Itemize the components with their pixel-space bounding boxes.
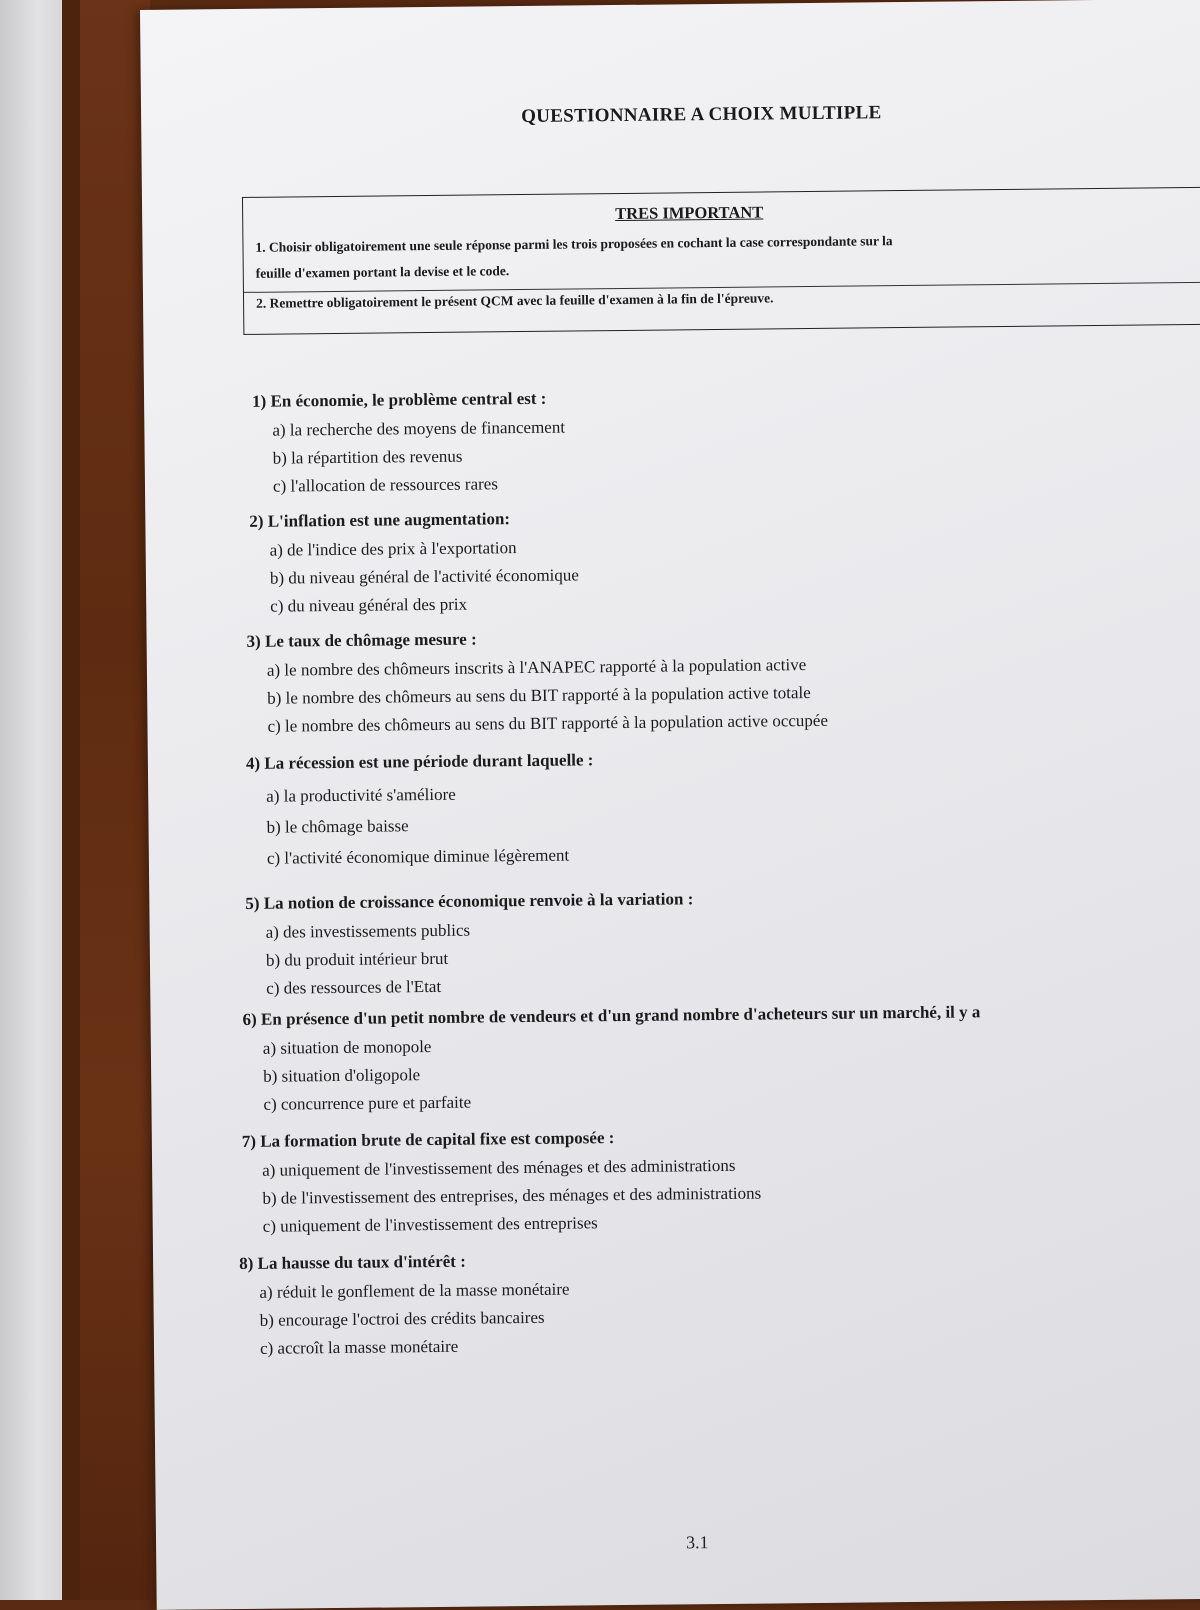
answer-option-a: a) situation de monopole	[262, 1037, 432, 1058]
question-title: 8) La hausse du taux d'intérêt :	[239, 1251, 466, 1274]
question-title: 4) La récession est une période durant laquelle :	[245, 750, 594, 773]
question-3	[246, 621, 828, 741]
answer-option-b: b) de l'investissement des entreprises, des ménages et des administrations	[262, 1183, 762, 1208]
question-1	[252, 384, 566, 501]
adjacent-paper-sheet	[0, 0, 62, 1600]
question-title: 5) La notion de croissance économique renvoie à la variation :	[245, 889, 694, 913]
document-title: QUESTIONNAIRE A CHOIX MULTIPLE	[521, 102, 882, 128]
question-title: 1) En économie, le problème central est :	[252, 388, 547, 411]
answer-option-b: b) le chômage baisse	[266, 816, 409, 837]
question-2	[249, 503, 579, 620]
question-5	[245, 884, 694, 1003]
question-title: 6) En présence d'un petit nombre de vendeurs et d'un grand nombre d'acheteurs sur un marché, il y a	[242, 1002, 981, 1029]
question-title: 2) L'inflation est une augmentation:	[249, 509, 511, 531]
question-6	[242, 997, 981, 1119]
answer-option-b: b) le nombre des chômeurs au sens du BIT rapporté à la population active totale	[267, 683, 811, 708]
instructions-box	[242, 187, 1200, 335]
answer-option-b: b) du niveau général de l'activité économique	[269, 565, 579, 588]
answer-option-b: b) la répartition des revenus	[272, 446, 463, 468]
question-7	[242, 1122, 762, 1241]
answer-option-c: c) l'allocation de ressources rares	[272, 474, 498, 496]
question-title: 7) La formation brute de capital fixe est composée :	[241, 1128, 615, 1151]
table-edge	[62, 0, 80, 1600]
answer-option-a: a) la recherche des moyens de financement	[272, 417, 566, 440]
exam-paper	[140, 0, 1200, 1610]
answer-option-c: c) uniquement de l'investissement des entreprises	[262, 1213, 598, 1236]
instruction-1-line-2: feuille d'examen portant la devise et le code.	[255, 263, 510, 281]
answer-option-c: c) concurrence pure et parfaite	[263, 1092, 472, 1114]
page-number: 3.1	[685, 1532, 709, 1553]
answer-option-a: a) réduit le gonflement de la masse monétaire	[259, 1279, 570, 1302]
instruction-1-line-1: 1. Choisir obligatoirement une seule réponse parmi les trois proposées en cochant la case correspondante sur la	[255, 233, 893, 255]
answer-option-c: c) des ressources de l'Etat	[266, 976, 442, 998]
answer-option-b: b) situation d'oligopole	[263, 1065, 421, 1086]
answer-option-a: a) uniquement de l'investissement des ménages et des administrations	[262, 1155, 736, 1180]
answer-option-c: c) du niveau général des prix	[270, 594, 468, 616]
answer-option-c: c) accroît la masse monétaire	[259, 1336, 459, 1358]
question-title: 3) Le taux de chômage mesure :	[246, 629, 477, 651]
answer-option-c: c) l'activité économique diminue légèrement	[266, 845, 570, 868]
question-4	[246, 745, 595, 873]
answer-option-c: c) le nombre des chômeurs au sens du BIT rapporté à la population active occupée	[267, 710, 829, 736]
instruction-2: 2. Remettre obligatoirement le présent QCM avec la feuille d'examen à la fin de l'épreuve.	[255, 290, 774, 311]
answer-option-b: b) du produit intérieur brut	[265, 948, 449, 970]
wooden-table-surface	[80, 0, 150, 1600]
answer-option-a: a) des investissements publics	[265, 920, 471, 942]
answer-option-a: a) la productivité s'améliore	[266, 784, 456, 806]
instructions-heading: TRES IMPORTANT	[615, 202, 764, 224]
answer-option-a: a) de l'indice des prix à l'exportation	[269, 538, 517, 560]
answer-option-b: b) encourage l'octroi des crédits bancaires	[259, 1307, 545, 1330]
question-8	[239, 1246, 570, 1363]
answer-option-a: a) le nombre des chômeurs inscrits à l'ANAPEC rapporté à la population active	[266, 655, 807, 680]
